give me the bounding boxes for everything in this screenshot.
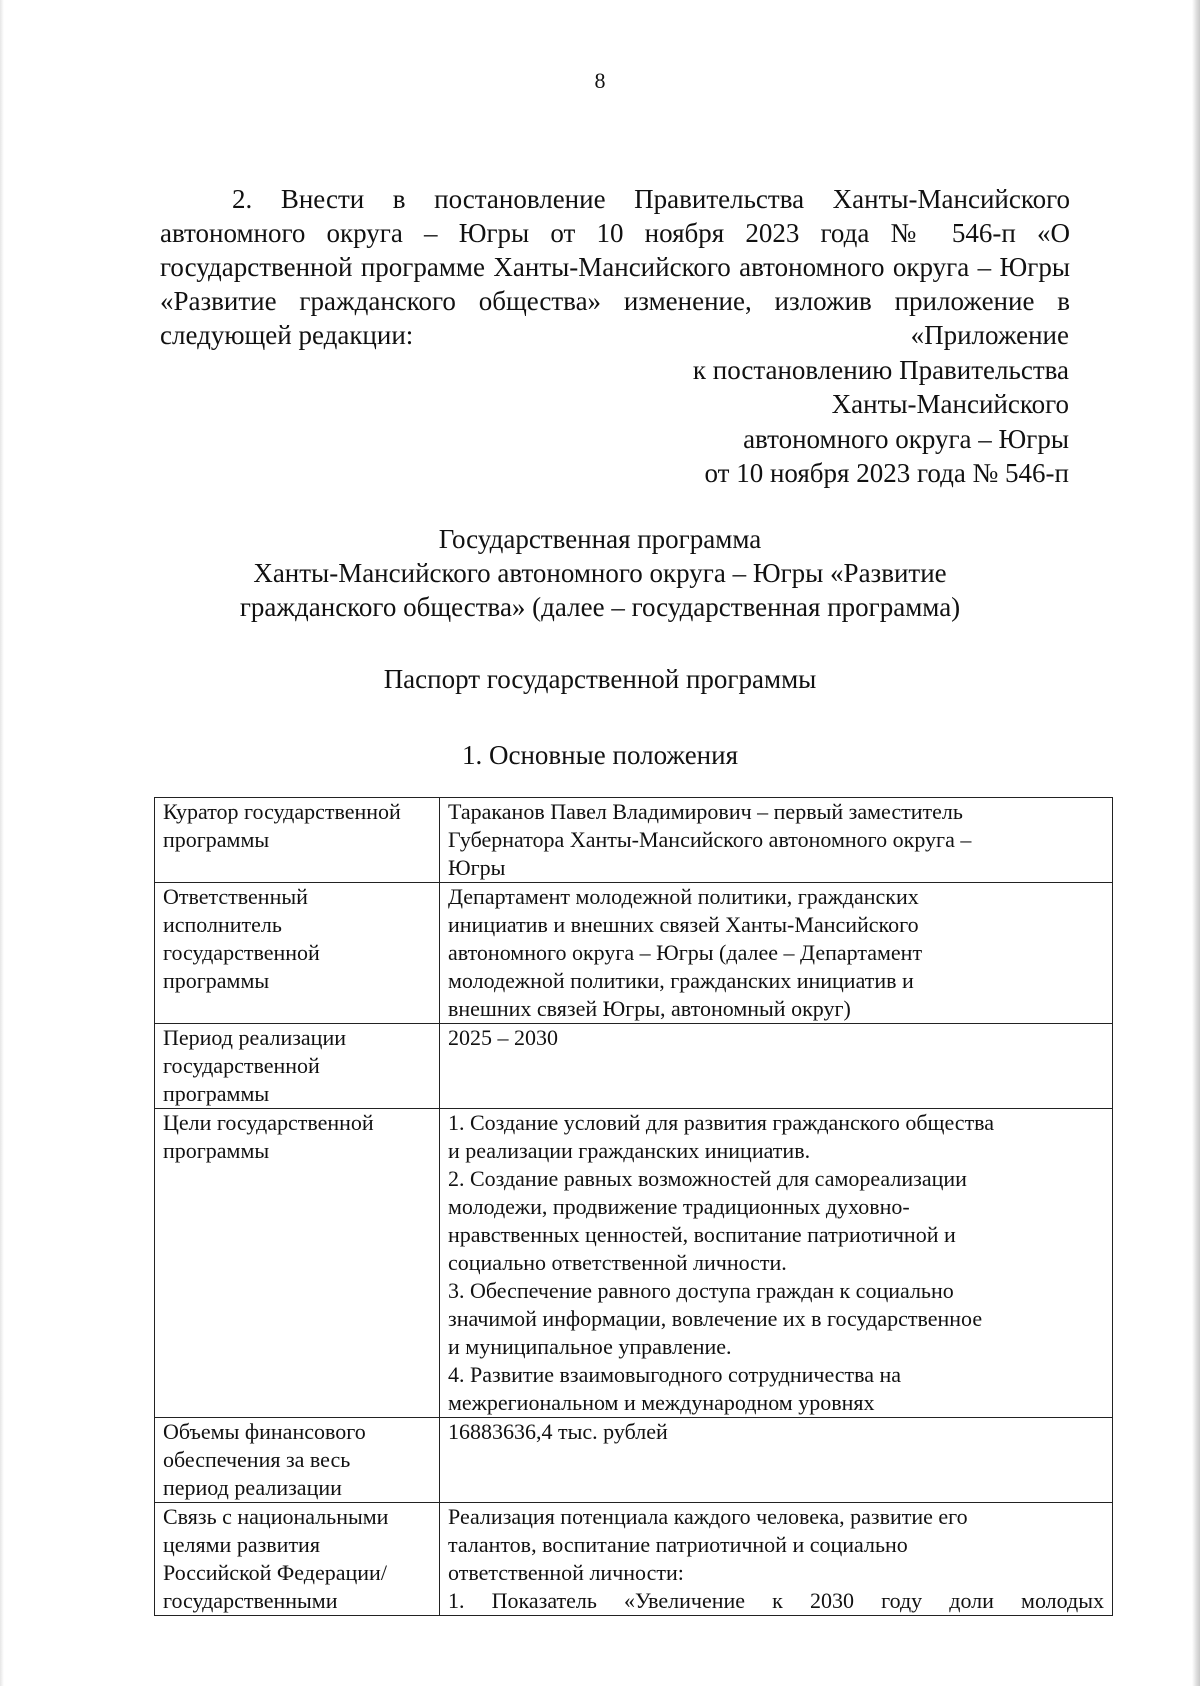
row-value-curator [440,798,1113,883]
table-row [155,798,1113,883]
appendix-line: «Приложение [910,320,1069,350]
label-line: Куратор государственной [163,799,401,824]
label-line: период реализации [163,1475,342,1500]
label-line: программы [163,1138,270,1163]
label-line: Ответственный [163,884,308,909]
table-row [155,883,1113,1024]
row-label-period [155,1024,440,1109]
appendix-line: автономного округа – Югры [743,423,1069,454]
page-number: 8 [594,68,606,93]
label-line: государственными [163,1588,338,1613]
appendix-line: к постановлению Правительства [692,354,1069,385]
value-line: талантов, воспитание патриотичной и социально [448,1532,908,1557]
row-value-executor [440,883,1113,1024]
value-line: 1. Создание условий для развития гражданского общества [448,1110,995,1135]
section-title: 1. Основные положения [462,740,738,770]
label-line: обеспечения за весь [163,1447,351,1472]
value-line: 1. Показатель «Увеличение к 2030 году доли молодых [448,1588,1104,1613]
page-left-edge [0,0,4,1686]
row-value-funding [440,1418,1113,1503]
row-label-executor [155,883,440,1024]
label-line: государственной [163,1053,320,1078]
value-line: Тараканов Павел Владимирович – первый заместитель [448,799,963,824]
value-line: 16883636,4 тыс. рублей [448,1419,668,1444]
appendix-reference [693,318,1069,491]
label-line: Цели государственной [163,1110,374,1135]
value-line: межрегиональном и международном уровнях [448,1390,875,1415]
value-line: нравственных ценностей, воспитание патриотичной и [448,1222,956,1247]
value-line: инициатив и внешних связей Ханты-Мансийского [448,912,919,937]
value-line: и реализации гражданских инициатив. [448,1138,811,1163]
value-line: и муниципальное управление. [448,1334,732,1359]
label-line: программы [163,827,270,852]
value-line: Губернатора Ханты-Мансийского автономного округа – [448,827,972,852]
value-line: автономного округа – Югры (далее – Департамент [448,940,923,965]
appendix-line: от 10 ноября 2023 года № 546-п [704,458,1069,488]
table-row [155,1418,1113,1503]
value-line: 4. Развитие взаимовыгодного сотрудничества на [448,1362,902,1387]
program-title-line: Государственная программа [438,524,762,554]
value-line: Реализация потенциала каждого человека, развитие его [448,1504,968,1529]
label-line: целями развития [163,1532,320,1557]
page-right-edge [1192,0,1200,1686]
table-row [155,1109,1113,1418]
value-line: социально ответственной личности. [448,1250,787,1275]
row-value-period [440,1024,1113,1109]
value-line: внешних связей Югры, автономный округ) [448,996,851,1021]
value-line: Югры [448,855,506,880]
value-line: ответственной личности: [448,1560,684,1585]
program-title-line: гражданского общества» (далее – государственная программа) [239,592,961,622]
value-line: значимой информации, вовлечение их в государственное [448,1306,983,1331]
passport-table [154,797,1113,1616]
label-line: исполнитель [163,912,282,937]
label-line: Российской Федерации/ [163,1560,387,1585]
value-line: 2025 – 2030 [448,1025,558,1050]
label-line: Период реализации [163,1025,347,1050]
row-label-funding [155,1418,440,1503]
row-label-goals [155,1109,440,1418]
row-label-curator [155,798,440,883]
label-line: государственной [163,940,320,965]
value-line: Департамент молодежной политики, гражданских [448,884,919,909]
program-title-line: Ханты-Мансийского автономного округа – Югры «Развитие [253,558,947,588]
value-line: молодежи, продвижение традиционных духовно- [448,1194,910,1219]
value-line: 3. Обеспечение равного доступа граждан к социально [448,1278,954,1303]
table-row [155,1503,1113,1616]
value-line: 2. Создание равных возможностей для самореализации [448,1166,967,1191]
appendix-line: Ханты-Мансийского [831,389,1069,419]
intro-paragraph: 2. Внести в постановление Правительства Ханты-Мансийского автономного округа – Югры от 10 ноября 2023 года № 546-п «О государственной программе Ханты-Мансийского автономного округа – Югры «Развитие гражданского общества» изменение, изложив приложение в следующей редакции: [160,184,1070,350]
label-line: программы [163,1081,270,1106]
row-value-goals [440,1109,1113,1418]
row-label-national-goals [155,1503,440,1616]
table-row [155,1024,1113,1109]
label-line: Объемы финансового [163,1419,366,1444]
label-line: Связь с национальными [163,1504,389,1529]
program-title [0,522,1200,624]
label-line: программы [163,968,270,993]
value-line: молодежной политики, гражданских инициатив и [448,968,914,993]
row-value-national-goals [440,1503,1113,1616]
passport-title: Паспорт государственной программы [383,664,817,694]
